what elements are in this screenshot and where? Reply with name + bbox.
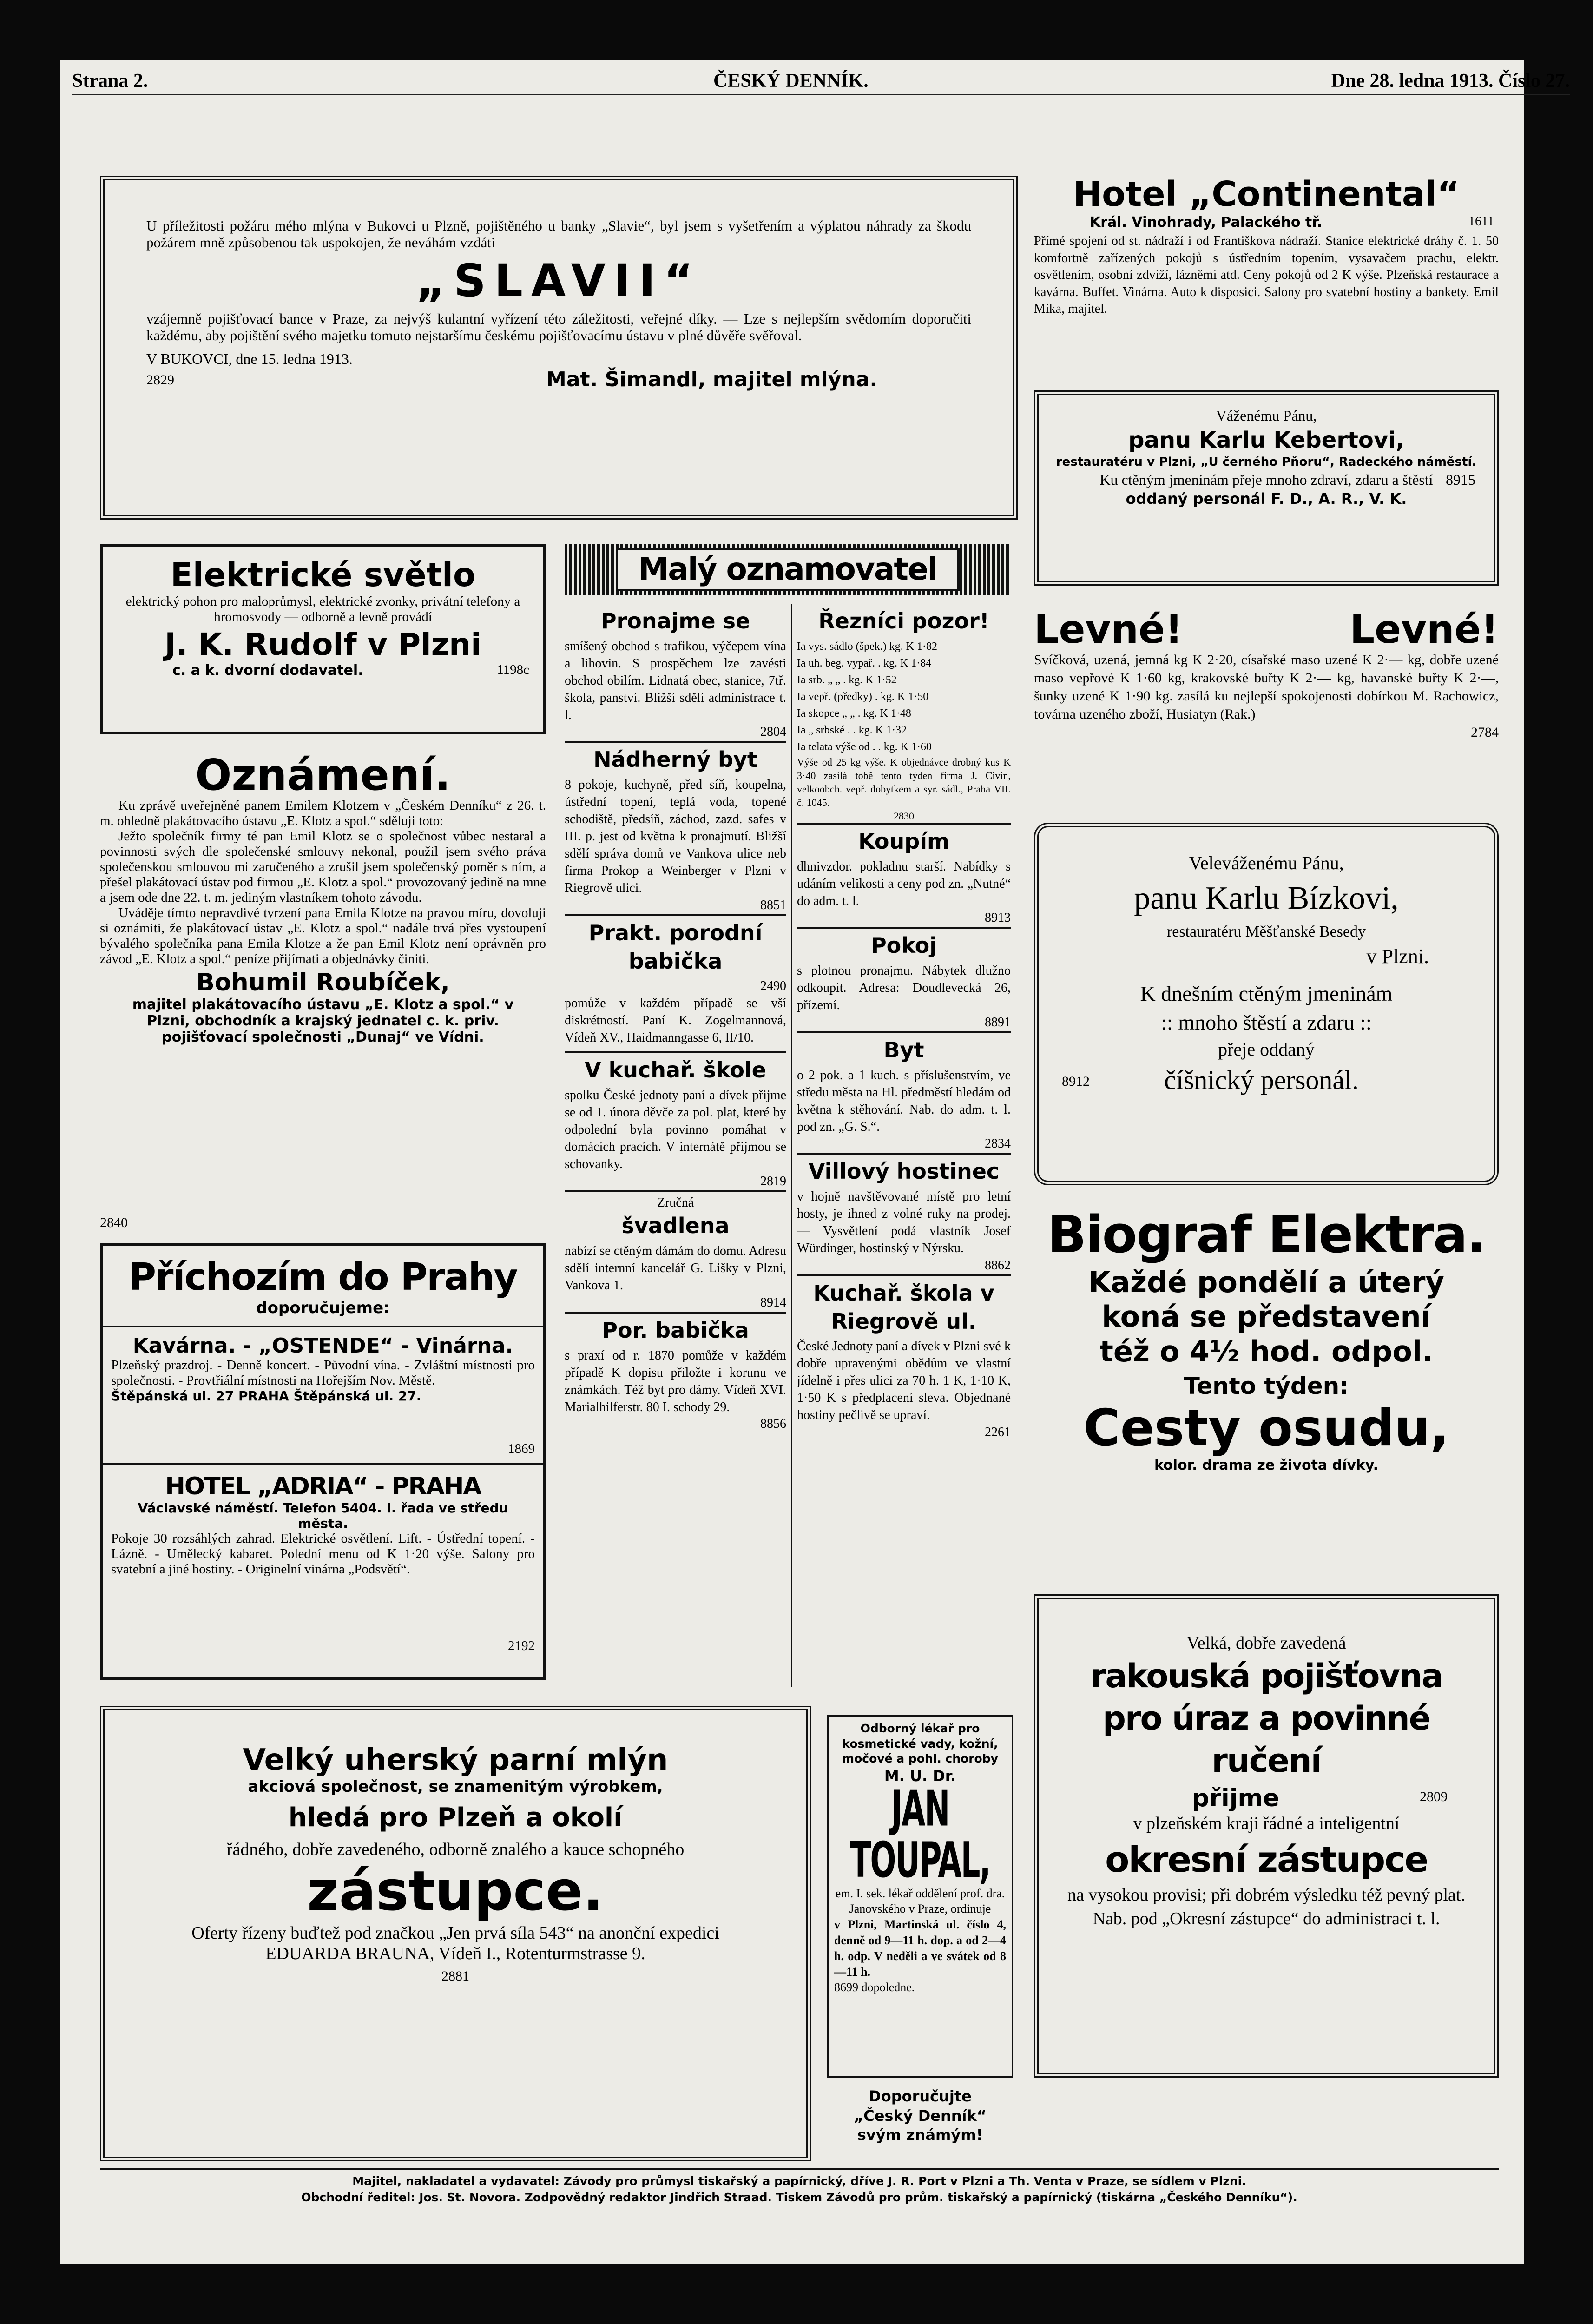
toupal-num: 8699	[834, 1981, 858, 1994]
kebert-num: 8915	[1446, 471, 1475, 488]
adria-text: Pokoje 30 rozsáhlých zahrad. Elektrické osvětlení. Lift. - Ústřední topení. - Lázně. - Umělecký kabaret. Polední menu od K 1·20 výše. Salony pro svatební a jiné hostiny. - Originelní vinárna „Podsvětí“.	[111, 1531, 535, 1577]
newspaper-title: ČESKÝ DENNÍK.	[713, 70, 869, 92]
bizek-l8: číšnický personál.	[1164, 1065, 1359, 1096]
toupal-advert	[827, 1715, 1013, 2078]
levne-advert	[1034, 604, 1499, 809]
prichozim-sub: doporučujeme:	[256, 1299, 390, 1317]
svadlena-num: 8914	[760, 1295, 786, 1310]
reznici-price-row: Ia „ srbské . . kg. K 1·32	[797, 724, 907, 736]
svadlena-pre: Zručná	[657, 1195, 694, 1210]
kebert-l5: oddaný personál F. D., A. R., V. K.	[1126, 490, 1407, 508]
koupim-num: 8913	[985, 911, 1011, 925]
pokoj-num: 8891	[985, 1015, 1011, 1030]
rakouska-l2: rakouská pojišťovna pro úraz a povinné ručení	[1090, 1657, 1443, 1780]
kebert-l1: Váženému Pánu,	[1216, 407, 1317, 424]
babicka-num: 2490	[760, 979, 786, 994]
bizek-l1: Veleváženému Pánu,	[1189, 852, 1344, 873]
uhersky-sub: akciová společnost, se znamenitým výrobkem,	[248, 1777, 663, 1796]
kuchar-heading: V kuchař. škole	[585, 1057, 766, 1083]
footer-l1: Majitel, nakladatel a vydavatel: Závody pro průmysl tiskařský a papírnický, dříve J. R. Port v Plzni a Th. Venta v Praze, se sídlem v Plzni.	[352, 2174, 1246, 2188]
biograf-sub: kolor. drama ze života dívky.	[1154, 1457, 1379, 1474]
rakouska-l5: okresní zástupce	[1105, 1838, 1428, 1880]
levne-h1: Levné!	[1034, 607, 1183, 652]
adria-num: 2192	[508, 1638, 535, 1653]
maly-left-column	[565, 604, 792, 1687]
elektricke-text: elektrický pohon pro maloprůmysl, elektrické zvonky, privátní telefony a hromosvody — odborně a levně provádí	[125, 594, 520, 624]
kebert-l2: panu Karlu Kebertovi,	[1128, 427, 1404, 453]
reznici-price-row: Ia uh. beg. vypař. . kg. K 1·84	[797, 657, 932, 669]
adria-sub: Václavské náměstí. Telefon 5404. I. řada ve středu města.	[138, 1500, 508, 1531]
biograf-advert	[1034, 1204, 1499, 1576]
prichozim-title: Příchozím do Prahy	[129, 1255, 517, 1299]
porbab-heading: Por. babička	[602, 1317, 749, 1343]
levne-num: 2784	[1471, 725, 1499, 740]
ostende-text: Plzeňský prazdroj. - Denně koncert. - Původní vína. - Zvláštní místnosti pro společnosti. - Provtřiální místnosti na Hořejším Nov. Městě.	[111, 1358, 535, 1388]
rudolf-num: 1198c	[497, 662, 529, 677]
kuchar2-text: České Jednoty paní a dívek v Plzni své k dobře upravenými obědům ve vlastní jídelně i přes ulici za 70 h. 1 K, 1·10 K, 1·50 K s předplacení sleva. Objednané hostiny pečlivě se upraví.	[797, 1339, 1011, 1423]
reznici-price-row: Ia srb. „ „ . kg. K 1·52	[797, 673, 897, 686]
bizek-l6: :: mnoho štěstí a zdaru ::	[1161, 1010, 1372, 1035]
bizek-l3: restauratéru Měšťanské Besedy	[1166, 923, 1366, 940]
elektricke-advert	[100, 544, 546, 734]
prichozim-advert	[100, 1243, 546, 1680]
ostende-title: Kavárna. - „OSTENDE“ - Vinárna.	[132, 1334, 513, 1358]
continental-num: 1611	[1468, 214, 1494, 229]
kuchar2-heading: Kuchař. škola v Riegrově ul.	[813, 1280, 994, 1334]
maly-oznamovatel	[565, 544, 1011, 1692]
rakouska-l3: přijme	[1192, 1784, 1279, 1813]
kebert-l3: restauratéru v Plzni, „U černého Pňoru“, Radeckého náměstí.	[1056, 455, 1477, 469]
byt-heading: Byt	[883, 1037, 924, 1063]
rudolf-name: J. K. Rudolf v Plzni	[165, 627, 481, 662]
byt-num: 2834	[985, 1136, 1011, 1151]
biograf-tyden: Tento týden:	[1184, 1373, 1349, 1400]
rakouska-l1: Velká, dobře zavedená	[1186, 1633, 1346, 1653]
vilovy-text: v hojně navštěvované místě pro letní hosty, je ihned z volné ruky na prodej. — Vysvětlení podá vlastník Josef Würdinger, hostinský v Nýrsku.	[797, 1189, 1011, 1255]
nadherny-num: 8851	[760, 898, 786, 912]
kuchar2-num: 2261	[985, 1425, 1011, 1440]
reznici-price-row: Ia vepř. (předky) . kg. K 1·50	[797, 690, 929, 703]
levne-h2: Levné!	[1349, 607, 1499, 652]
page-header	[72, 70, 1570, 95]
slavie-intro: U příležitosti požáru mého mlýna v Bukovci u Plzně, pojištěného u banky „Slavie“, byl jsem s vyšetřením a výplatou náhrady za škodu požárem mně způsobenou tak uspokojen, že neváhám vzdáti	[146, 218, 971, 251]
babicka-heading: Prakt. porodní babička	[588, 920, 763, 974]
uhersky-title: Velký uherský parní mlýn	[243, 1743, 668, 1777]
continental-title: Hotel „Continental“	[1073, 176, 1460, 214]
bizek-l4: v Plzni.	[1366, 944, 1429, 968]
kebert-greeting	[1034, 390, 1499, 586]
rakouska-l7: Nab. pod „Okresní zástupce“ do administraci t. l.	[1093, 1909, 1440, 1929]
toupal-name: JAN TOUPAL,	[850, 1780, 990, 1889]
reznici-num: 2830	[894, 810, 914, 822]
ostende-addr: Štěpánská ul. 27 PRAHA Štěpánská ul. 27.	[111, 1388, 421, 1404]
doporucujte-l3: svým známým!	[857, 2126, 983, 2144]
slavie-signature: Mat. Šimandl, majitel mlýna.	[546, 368, 878, 391]
rudolf-sub: c. a k. dvorní dodavatel.	[172, 662, 363, 679]
levne-text: Svíčková, uzená, jemná kg K 2·20, císařské maso uzené K 2·— kg, dobře uzené maso vepřové K 1·60 kg, krakovské buřty K 2·— kg, havanské buřty K 2·—, šunky uzené K 1·90 kg. zasílá ku nejlepší spokojenosti dobírkou M. Rachowicz, továrna uzeného zboží, Husiatyn (Rak.)	[1034, 652, 1499, 722]
maly-right-column	[797, 604, 1011, 1687]
koupim-heading: Koupím	[858, 828, 949, 854]
slavie-advert	[100, 176, 1018, 520]
uhersky-num: 2881	[441, 1968, 469, 1984]
roubicek-name: Bohumil Roubíček,	[196, 968, 450, 997]
rakouska-num: 2809	[1420, 1789, 1448, 1805]
uhersky-zastupce: zástupce.	[307, 1859, 604, 1923]
oznameni-num: 2840	[100, 1215, 128, 1230]
vilovy-heading: Villový hostinec	[808, 1159, 1000, 1184]
footer-l2: Obchodní ředitel: Jos. St. Novora. Zodpovědný redaktor Jindřich Straad. Tiskem Závodů pro prům. tiskařský a papírnický (tiskárna „Českého Denníku“).	[301, 2191, 1297, 2204]
bizek-l7: přeje oddaný	[1218, 1039, 1315, 1060]
porbab-text: s praxí od r. 1870 pomůže v každém případě K dopisu přiložte i korunu ve známkách. Též byt pro dámy. Vídeň XVI. Marialhilferstr. 80 I. schody 29.	[565, 1348, 786, 1414]
oznameni-title: Oznámení.	[195, 753, 451, 800]
vilovy-num: 8862	[985, 1258, 1011, 1273]
page-number: Strana 2.	[72, 70, 148, 92]
biograf-l2: koná se představení	[1102, 1300, 1431, 1334]
rakouska-l4: v plzeňském kraji řádné a inteligentní	[1133, 1814, 1400, 1834]
doporucujte-l2: „Český Denník“	[854, 2106, 987, 2125]
doporucujte-notice	[827, 2087, 1013, 2161]
rakouska-l6: na vysokou provisi; při dobrém výsledku též pevný plat.	[1067, 1885, 1465, 1905]
byt-text: o 2 pok. a 1 kuch. s příslušenstvím, ve středu města na Hl. předměstí hledám od května k stěhování. Nab. do adm. t. l. pod zn. „G. S.“.	[797, 1068, 1011, 1134]
rakouska-advert	[1034, 1594, 1499, 2078]
continental-sub: Král. Vinohrady, Palackého tř.	[1090, 214, 1323, 231]
pronajme-heading: Pronajme se	[600, 608, 750, 634]
pronajme-num: 2804	[760, 725, 786, 739]
svadlena-heading: švadlena	[621, 1213, 730, 1239]
slavie-title: „SLAVII“	[416, 255, 702, 307]
toupal-tail: dopoledne.	[861, 1981, 915, 1994]
reznici-text: Výše od 25 kg výše. K objednávce drobný kus K 3·40 zasílá tobě tento týden firma J. Civín, velkoobch. vepř. dobytkem a syr. sádl., Praha VII. č. 1045.	[797, 756, 1011, 808]
roubicek-title: majitel plakátovacího ústavu „E. Klotz a spol.“ v Plzni, obchodník a krajský jednatel c. k. priv. pojišťovací společnosti „Dunaj“ ve Vídni.	[132, 996, 514, 1045]
biograf-l3: též o 4½ hod. odpol.	[1099, 1334, 1433, 1368]
reznici-price-row: Ia vys. sádlo (špek.) kg. K 1·82	[797, 640, 937, 653]
maly-title: Malý oznamovatel	[616, 548, 960, 591]
pokoj-text: s plotnou pronajmu. Nábytek dlužno odkoupit. Adresa: Doudlevecká 26, přízemí.	[797, 964, 1011, 1013]
toupal-md: M. U. Dr.	[884, 1767, 956, 1785]
ostende-advert	[103, 1326, 543, 1465]
slavie-thanks: vzájemně pojišťovací bance v Praze, za nejvýš kulantní vyřízení této záležitosti, veřejné díky. — Lze s nejlepším svědomím doporučiti každému, aby pojištění svého majetku tomuto nejstaršímu českému pojišťovacímu ústavu v plné důvěře svěřoval.	[146, 310, 971, 343]
kebert-l4: Ku ctěným jmeninám přeje mnoho zdraví, zdaru a štěstí	[1099, 471, 1433, 488]
slavie-num: 2829	[146, 372, 174, 388]
reznici-price-list	[797, 638, 1011, 755]
doporucujte-l1: Doporučujte	[869, 2087, 972, 2105]
svadlena-text: nabízí se ctěným dámám do domu. Adresu sdělí internní kancelář G. Lišky v Plzni, Vankova 1.	[565, 1244, 786, 1293]
biograf-title: Biograf Elektra.	[1047, 1205, 1485, 1264]
toupal-top: Odborný lékař pro kosmetické vady, kožní, močové a pohl. choroby	[842, 1722, 998, 1765]
oznameni-p1: Ku zprávě uveřejněné panem Emilem Klotzem v „Českém Denníku“ z 26. t. m. ohledně plakátovacího ústavu „E. Klotz a spol.“ sděluji toto:	[100, 798, 546, 828]
bizek-l2: panu Karlu Bízkovi,	[1134, 880, 1399, 916]
pokoj-heading: Pokoj	[870, 933, 937, 958]
biograf-film: Cesty osudu,	[1083, 1399, 1449, 1458]
oznameni-p3: Uváděje tímto nepravdivé tvrzení pana Emila Klotze na pravou míru, dovoluji si oznámiti, že plakátovací ústav „E. Klotz a spol.“ nadále trvá přes vystoupení bývalého společníka pana Emila Klotze a že pan Emil Klotz není oprávněn pro závod „E. Klotz a spol.“ peníze přijímati a objednávky činiti.	[100, 905, 546, 966]
koupim-text: dhnivzdor. pokladnu starší. Nabídky s udáním velikosti a ceny pod zn. „Nutné“ do adm. t. l.	[797, 859, 1011, 908]
uhersky-advert	[100, 1706, 811, 2161]
adria-advert	[103, 1465, 543, 1660]
bizek-l5: K dnešním ctěným jmeninám	[1140, 982, 1393, 1006]
continental-advert	[1034, 176, 1499, 380]
babicka-text: pomůže v každém případě se vší diskrétností. Paní K. Zogelmannová, Vídeň XV., Haidmanngasse 6, II/10.	[565, 996, 786, 1045]
kuchar-text: spolku České jednoty paní a dívek přijme se od 1. února děvče za pol. plat, které by odpolední byla povinno pomáhat v domácích pracích. V internátě přijmou se schovanky.	[565, 1088, 786, 1171]
reznici-price-row: Ia skopce „ „ . kg. K 1·48	[797, 707, 911, 720]
toupal-text: em. I. sek. lékař oddělení prof. dra. Janovského v Praze, ordinuje	[835, 1886, 1005, 1916]
page-footer	[100, 2168, 1499, 2215]
biograf-l1: Každé pondělí a úterý	[1088, 1265, 1444, 1299]
issue-date: Dne 28. ledna 1913. Číslo 27.	[1331, 70, 1570, 92]
nadherny-heading: Nádherný byt	[593, 747, 757, 772]
oznameni-notice	[100, 753, 546, 1236]
adria-title: HOTEL „ADRIA“ - PRAHA	[165, 1472, 481, 1500]
continental-text: Přímé spojení od st. nádraží i od Františkova nádraží. Stanice elektrické dráhy č. 1. 50 komfortně zařízených pokojů s ústředním topením, vysavačem prachu, elektr. osvětlením, osobní zdviží, lázněmi atd. Ceny pokojů od 2 K výše. Plzeňská restaurace a kavárna. Buffet. Vinárna. Auto k disposici. Salony pro svatební hostiny a bankety. Emil Mika, majitel.	[1034, 234, 1499, 316]
bizek-greeting	[1034, 823, 1499, 1185]
reznici-price-row: Ia telata výše od . . kg. K 1·60	[797, 740, 932, 753]
pronajme-text: smíšený obchod s trafikou, výčepem vína a lihovin. S prospěchem lze zavésti obchod obilím. Lidnatá obec, stanice, 7tř. škola, panství. Bližší sdělí administrace t. l.	[565, 639, 786, 722]
porbab-num: 8856	[760, 1417, 786, 1432]
reznici-heading: Řezníci pozor!	[818, 608, 989, 634]
uhersky-offer: Oferty řízeny buďtež pod značkou „Jen prvá síla 543“ na anonční expedici EDUARDA BRAUNA, Vídeň I., Rotenturmstrasse 9.	[191, 1923, 719, 1963]
ostende-num: 1869	[508, 1441, 535, 1456]
slavie-place: V BUKOVCI, dne 15. ledna 1913.	[146, 350, 353, 367]
toupal-addr: v Plzni, Martinská ul. číslo 4, denně od 9—11 h. dop. a od 2—4 h. odp. V neděli a ve svátek od 8—11 h.	[834, 1918, 1006, 1979]
bizek-num: 8912	[1062, 1073, 1090, 1089]
nadherny-text: 8 pokoje, kuchyně, před síň, koupelna, ústřední topení, teplá voda, topené schodiště, předsíň, záchod, zazd. safes v III. p. jest od května k pronajmutí. Bližší sdělí správa domů ve Vankova ulice neb firma Prokop a Weinberger v Plzni v Riegrově ulici.	[565, 778, 786, 895]
uhersky-hleda: hledá pro Plzeň a okolí	[288, 1802, 623, 1833]
uhersky-text: řádného, dobře zavedeného, odborně znalého a kauce schopného	[226, 1840, 685, 1859]
kuchar-num: 2819	[760, 1174, 786, 1188]
elektricke-title: Elektrické světlo	[170, 556, 476, 594]
oznameni-p2: Ježto společník firmy té pan Emil Klotz se o společnost vůbec nestaral a povinnosti svých dle společenské smlouvy nekonal, použil jsem svého práva společenskou smlouvou mi zaručeného a zrušil jsem společenský poměr s ním, a přešel plakátovací ústav pod firmou „E. Klotz a spol.“ provozovaný jedině na mne a jsem ode dne 22. t. m. jediným vlastníkem tohoto závodu.	[100, 828, 546, 905]
